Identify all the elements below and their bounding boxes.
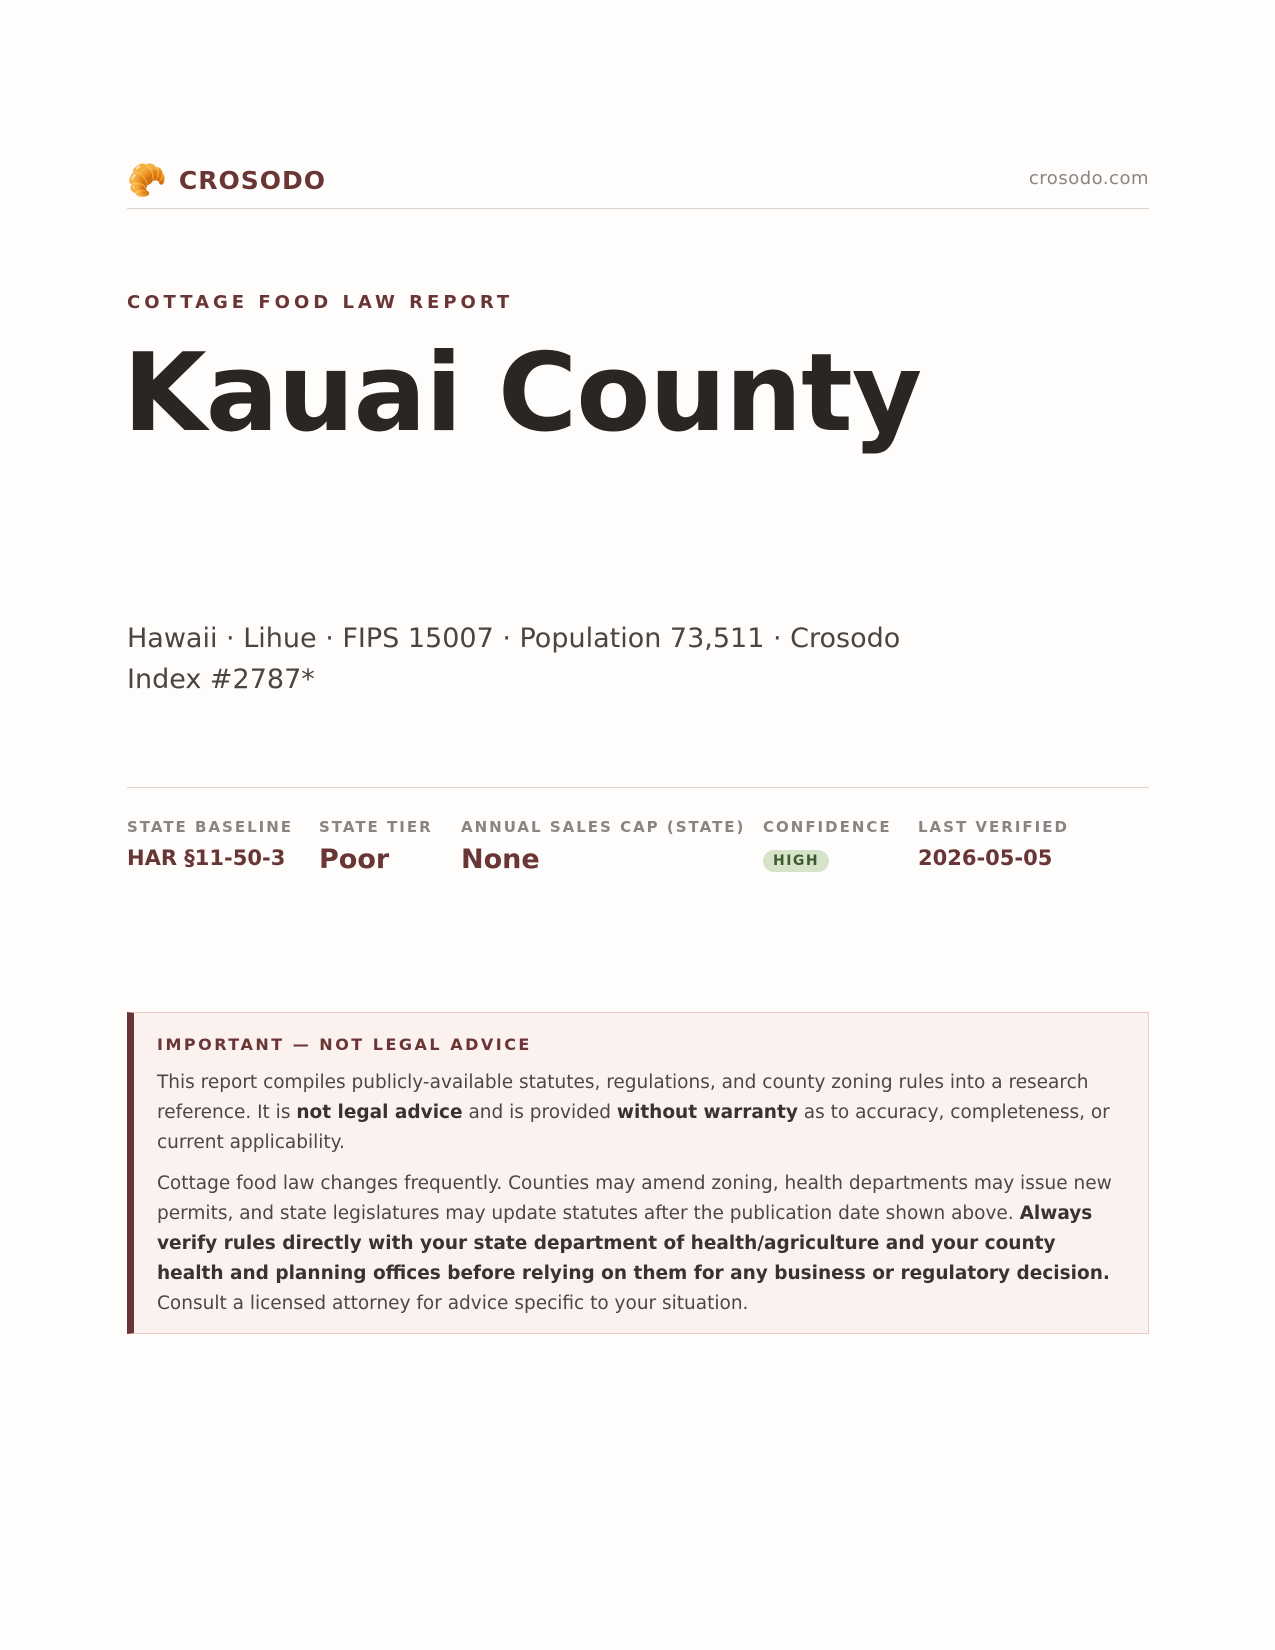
meta-label: LAST VERIFIED xyxy=(918,818,1069,836)
notice-text: This report compiles publicly-available statutes, regulations, and county zoning rules into a research reference. It is xyxy=(157,1072,1089,1123)
meta-value: 2026-05-05 xyxy=(918,846,1053,870)
meta-label: STATE TIER xyxy=(319,818,433,836)
meta-state-baseline xyxy=(127,818,293,870)
brand[interactable] xyxy=(127,160,326,200)
page-header xyxy=(127,160,1149,209)
meta-value: HAR §11-50-3 xyxy=(127,846,286,870)
meta-value: None xyxy=(461,844,540,875)
notice-emphasis: not legal advice xyxy=(296,1102,463,1123)
report-subtitle: Hawaii · Lihue · FIPS 15007 · Population 73,511 · Crosodo Index #2787* xyxy=(127,623,901,695)
report-page xyxy=(123,0,1149,1650)
notice-emphasis: without warranty xyxy=(616,1102,798,1123)
notice-text: and is provided xyxy=(462,1102,617,1123)
meta-annual-sales-cap xyxy=(461,818,745,875)
notice-text: as to accuracy, completeness, or current applicability. xyxy=(157,1102,1110,1153)
page-title: Kauai County xyxy=(123,331,922,456)
meta-label: STATE BASELINE xyxy=(127,818,294,836)
meta-label: CONFIDENCE xyxy=(763,818,892,836)
notice-paragraph xyxy=(157,1068,1124,1158)
notice-text: Cottage food law changes frequently. Counties may amend zoning, health departments may issue new permits, and state legislatures may update statutes after the publication date shown above. xyxy=(157,1173,1112,1224)
meta-last-verified xyxy=(918,818,1069,870)
site-url-link[interactable]: crosodo.com xyxy=(1028,168,1149,189)
notice-title: IMPORTANT — NOT LEGAL ADVICE xyxy=(157,1035,532,1054)
meta-confidence xyxy=(763,818,892,872)
notice-text: Consult a licensed attorney for advice specific to your situation. xyxy=(157,1293,749,1314)
meta-label: ANNUAL SALES CAP (STATE) xyxy=(461,818,746,836)
meta-value: Poor xyxy=(319,844,390,875)
meta-row xyxy=(127,787,1149,875)
brand-name: CROSODO xyxy=(178,165,326,195)
report-eyebrow: COTTAGE FOOD LAW REPORT xyxy=(127,292,514,313)
meta-state-tier xyxy=(319,818,433,875)
croissant-icon: 🥐 xyxy=(127,161,167,199)
legal-notice xyxy=(127,1012,1149,1334)
notice-emphasis: Always verify rules directly with your state department of health/agriculture and your county health and planning offices before relying on them for any business or regulatory decision. xyxy=(157,1203,1110,1284)
confidence-badge: HIGH xyxy=(763,850,829,872)
notice-paragraph xyxy=(157,1169,1124,1319)
